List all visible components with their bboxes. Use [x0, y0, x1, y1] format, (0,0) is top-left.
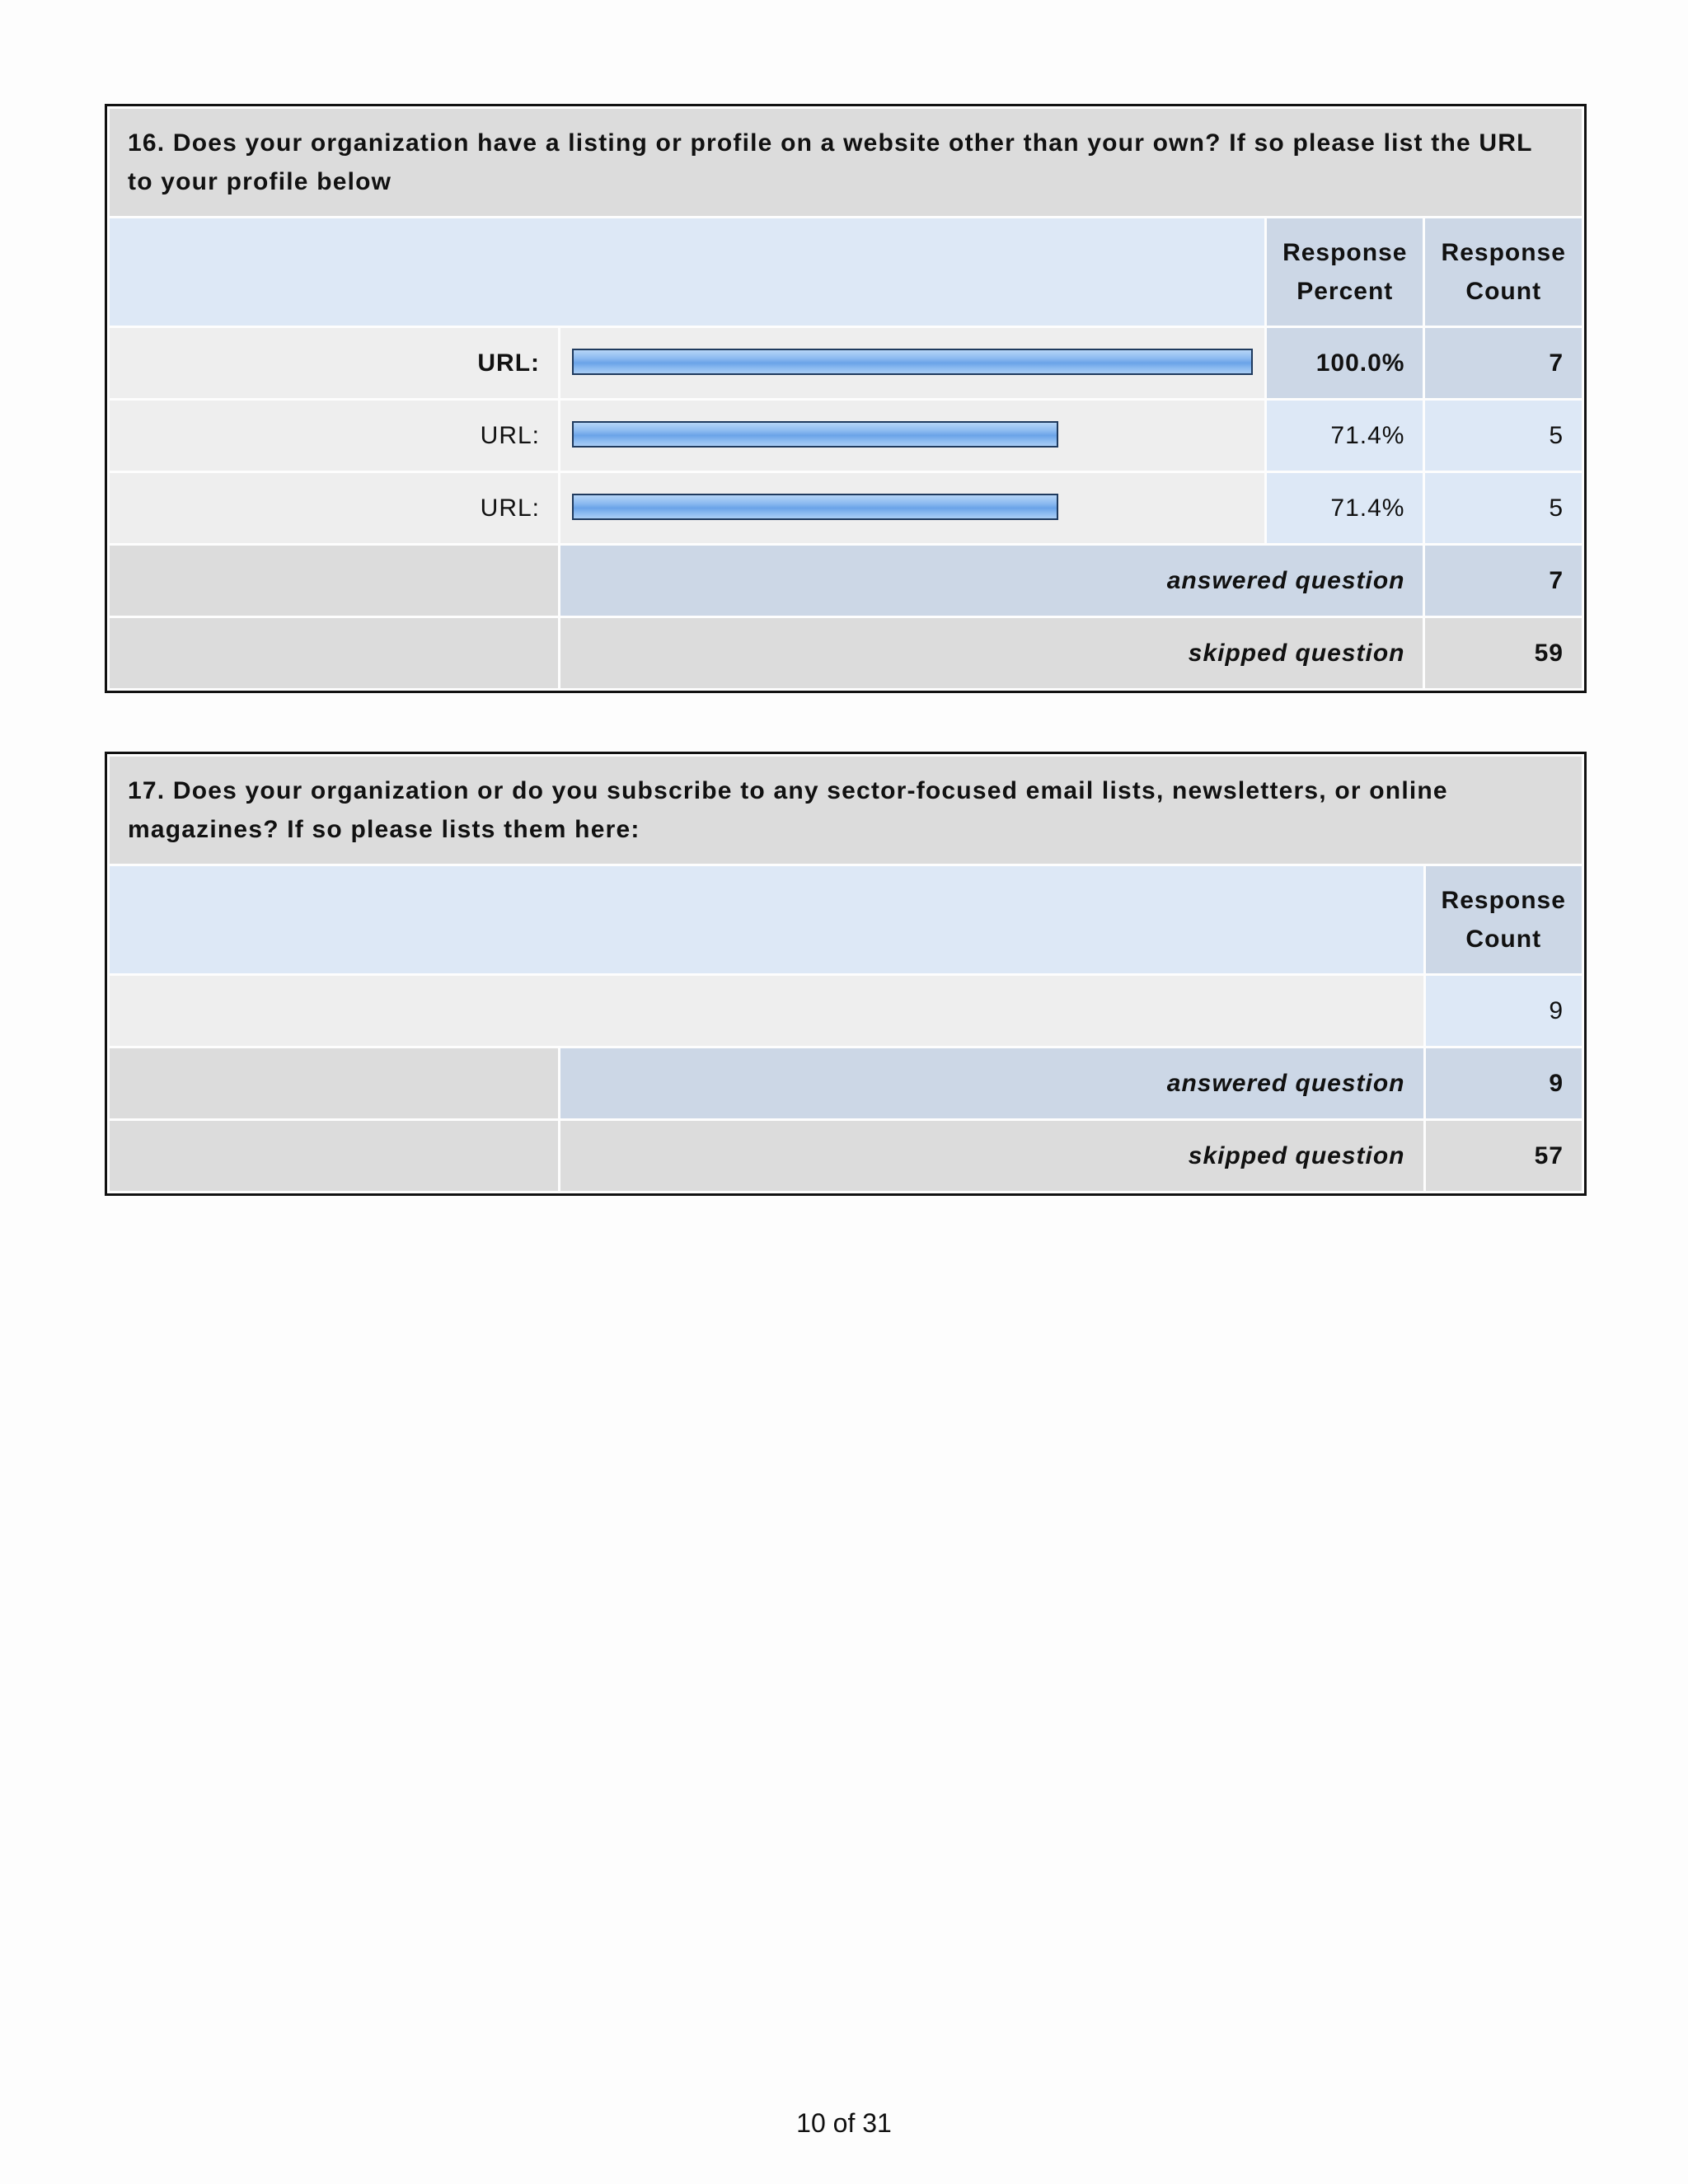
question-16-table — [105, 104, 1587, 693]
table-row — [110, 328, 1582, 398]
skipped-question-count: 57 — [1426, 1121, 1582, 1191]
row-label: URL: — [110, 401, 558, 471]
question-17-title: 17. Does your organization or do you subscribe to any sector-focused email lists, newsletters, or online magazines? If so please lists them here: — [110, 757, 1582, 864]
response-bar — [572, 494, 1058, 520]
table-row — [110, 976, 1582, 1046]
column-header-blank — [110, 866, 1423, 973]
answered-question-count: 9 — [1426, 1048, 1582, 1118]
skipped-question-label: skipped question — [560, 1121, 1423, 1191]
skipped-question-count: 59 — [1425, 618, 1582, 688]
table-row — [110, 401, 1582, 471]
response-count-header: Response Count — [1425, 218, 1582, 326]
response-bar — [572, 421, 1058, 448]
skipped-question-label: skipped question — [560, 618, 1423, 688]
skipped-row — [110, 618, 1582, 688]
response-count: 7 — [1425, 328, 1582, 398]
table-row — [110, 473, 1582, 543]
answered-question-count: 7 — [1425, 546, 1582, 616]
response-count: 5 — [1425, 401, 1582, 471]
response-count: 5 — [1425, 473, 1582, 543]
response-count-header: Response Count — [1426, 866, 1582, 973]
answered-row — [110, 546, 1582, 616]
response-percent: 71.4% — [1267, 401, 1423, 471]
answered-question-label: answered question — [560, 1048, 1423, 1118]
response-percent-header: Response Percent — [1267, 218, 1423, 326]
response-count: 9 — [1426, 976, 1582, 1046]
response-percent: 71.4% — [1267, 473, 1423, 543]
question-17-table — [105, 752, 1587, 1196]
row-label: URL: — [110, 328, 558, 398]
answered-question-label: answered question — [560, 546, 1423, 616]
page-number: 10 of 31 — [796, 2108, 892, 2138]
row-label: URL: — [110, 473, 558, 543]
skipped-row — [110, 1121, 1582, 1191]
response-percent: 100.0% — [1267, 328, 1423, 398]
response-bar — [572, 349, 1253, 375]
answered-row — [110, 1048, 1582, 1118]
column-header-blank — [110, 218, 1264, 326]
question-16-title: 16. Does your organization have a listing or profile on a website other than your own? If so please list the URL to your profile below — [110, 109, 1582, 216]
